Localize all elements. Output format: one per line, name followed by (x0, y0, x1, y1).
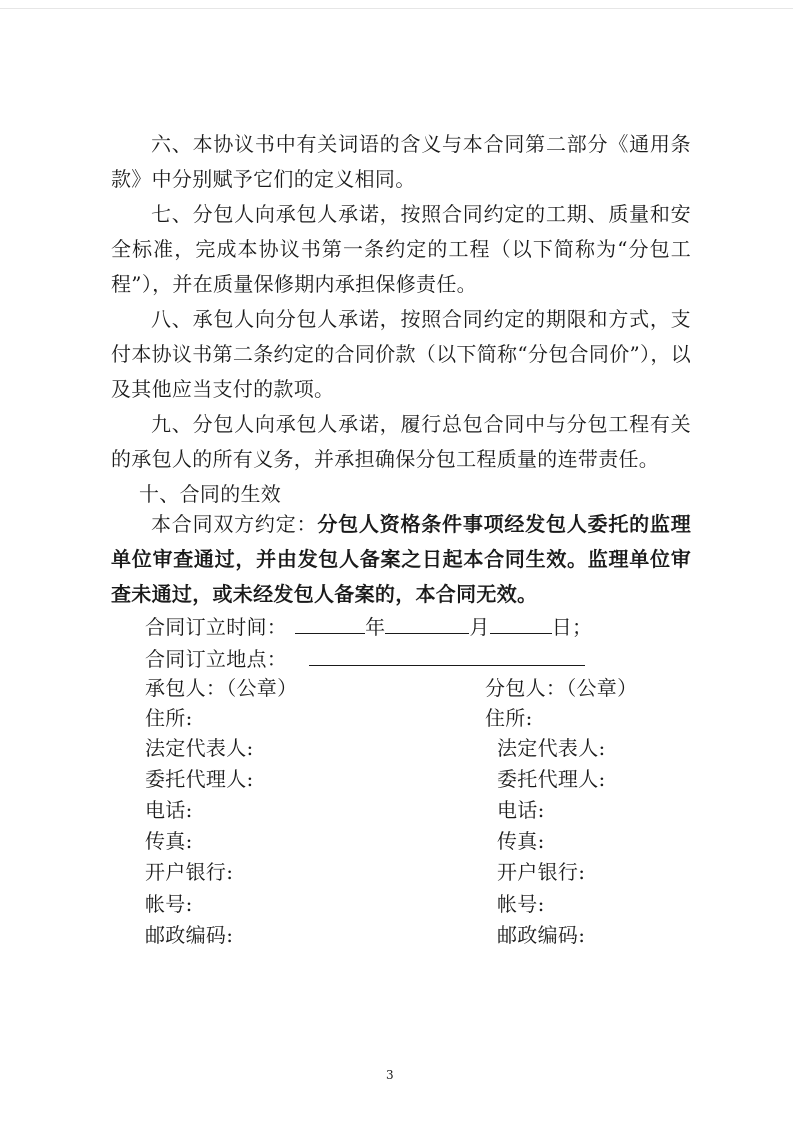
right-party-bank: 开户银行: (497, 860, 586, 884)
right-party-fax: 传真: (497, 829, 545, 853)
clause-7: 七、分包人向承包人承诺，按照合同约定的工期、质量和安全标准，完成本协议书第一条约定的工程（以下简称为“分包工程”），并在质量保修期内承担保修责任。 (111, 202, 691, 296)
signing-place-row (145, 644, 585, 674)
left-party-account: 帐号: (145, 892, 193, 916)
clause-6: 六、本协议书中有关词语的含义与本合同第二部分《通用条款》中分别赋予它们的定义相同。 (111, 132, 691, 191)
right-party-legal-rep: 法定代表人: (497, 736, 606, 760)
year-label: 年 (365, 615, 386, 639)
left-party-bank: 开户银行: (145, 860, 234, 884)
signing-time-label: 合同订立时间： (145, 615, 288, 639)
left-party-address: 住所: (145, 706, 193, 730)
page-number: 3 (386, 1068, 394, 1082)
right-party-phone: 电话: (497, 798, 545, 822)
left-party-title: 承包人：（公章） (145, 676, 298, 700)
left-party-agent: 委托代理人: (145, 767, 254, 791)
clause-10-body (111, 507, 691, 612)
day-blank (490, 613, 552, 634)
clause-10-heading: 十、合同的生效 (139, 482, 282, 506)
clause-8: 八、承包人向分包人承诺，按照合同约定的期限和方式，支付本协议书第二条约定的合同价款（以下简称“分包合同价”），以及其他应当支付的款项。 (111, 307, 691, 401)
right-party-account: 帐号: (497, 892, 545, 916)
month-label: 月 (469, 615, 490, 639)
place-blank (309, 645, 585, 666)
signing-time-row (145, 612, 592, 642)
left-party-phone: 电话: (145, 798, 193, 822)
top-border-line (0, 8, 793, 9)
right-party-postcode: 邮政编码: (497, 923, 586, 947)
left-party-legal-rep: 法定代表人: (145, 736, 254, 760)
left-party-postcode: 邮政编码: (145, 923, 234, 947)
month-blank (385, 613, 469, 634)
clause-9: 九、分包人向承包人承诺，履行总包合同中与分包工程有关的承包人的所有义务，并承担确保分包工程质量的连带责任。 (111, 412, 691, 471)
clause-10-prefix: 本合同双方约定： (151, 512, 318, 536)
left-party-fax: 传真: (145, 829, 193, 853)
day-label: 日； (551, 615, 593, 639)
signing-place-label: 合同订立地点： (145, 647, 288, 671)
right-party-agent: 委托代理人: (497, 767, 606, 791)
right-party-address: 住所: (485, 706, 533, 730)
year-blank (295, 613, 365, 634)
clause-10-bold-text: 分包人资格条件事项经发包人委托的监理单位审查通过，并由发包人备案之日起本合同生效。监理单位审查未通过，或未经发包人备案的，本合同无效。 (111, 512, 691, 606)
right-party-title: 分包人：（公章） (485, 676, 638, 700)
